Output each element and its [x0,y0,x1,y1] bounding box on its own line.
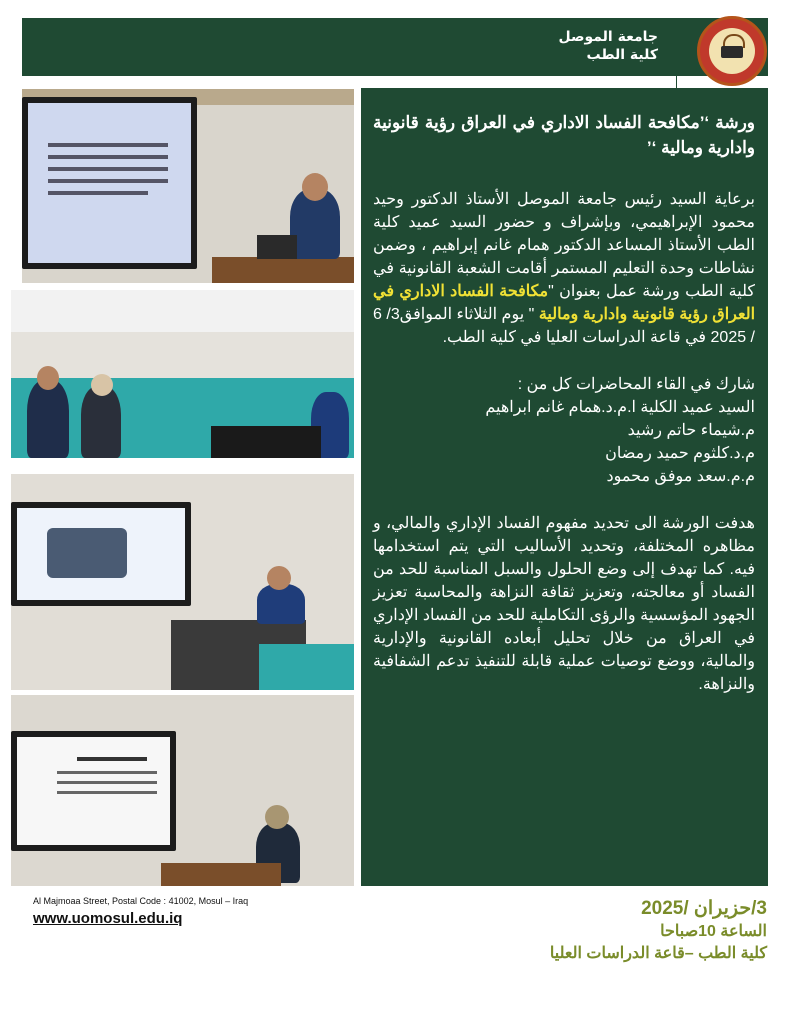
participant-item: م.د.كلثوم حميد رمضان [605,445,755,462]
photo-audience [11,290,354,458]
photo-presenter-screen [11,474,354,690]
workshop-title-highlight: مكافحة الفساد الاداري في العراق رؤية قانونية وادارية ومالية [373,283,756,323]
event-place: كلية الطب –قاعة الدراسات العليا [549,945,767,962]
header-bar [22,18,768,76]
article-body [373,110,755,696]
logo-emblem [709,28,755,74]
university-name: جامعة الموصل [558,29,658,45]
university-logo [697,16,767,86]
participants-heading: شارك في القاء المحاضرات كل من : [517,376,755,393]
article-panel [361,88,768,886]
intro-text-after: " يوم الثلاثاء الموافق3/ 6 / 2025 في قاعة الدراسات العليا في كلية الطب. [373,306,755,346]
header-title [558,28,658,64]
event-date: 3/حزيران /2025 [641,898,767,919]
event-time: الساعة 10صباحا [660,923,767,940]
logo-book-icon [721,46,743,58]
intro-text-before: برعاية السيد رئيس جامعة الموصل الأستاذ الدكتور وحيد محمود الإبراهيمي، وبإشراف و حضور السيد عميد كلية الطب الأستاذ المساعد الدكتور همام غانم إبراهيم ، وضمن نشاطات وحدة التعليم المستمر أقامت الشعبة القانونية في كلية الطب ورشة عمل بعنوان " [373,191,755,300]
college-name: كلية الطب [586,47,658,63]
event-details [550,897,767,965]
photo-dean-presenting [22,89,354,283]
photo-speaker-slide [11,695,354,886]
website-link[interactable]: www.uomosul.edu.iq [33,910,183,927]
participant-item: م.شيماء حاتم رشيد [627,422,755,439]
participant-item: م.م.سعد موفق محمود [606,468,755,485]
workshop-goals: هدفت الورشة الى تحديد مفهوم الفساد الإداري والمالي، و مظاهره المختلفة، وتحديد الأساليب التي يتم استخدامها فيه. كما تهدف إلى وضع الحلول والسبل المناسبة للحد من الفساد أو معالجته، وتعزيز ثقافة النزاهة والمحاسبة تعزيز الجهود المؤسسية والرؤى التكاملية للحد من الفساد الإداري في العراق من خلال تحليل أبعاده القانونية والإدارية والمالية، ووضع توصيات عملية قابلة للتنفيذ تدعم الشفافية والنزاهة. [373,515,755,693]
article-title: ورشة ‘’مكافحة الفساد الاداري في العراق رؤية قانونية وادارية ومالية ‘’ [373,113,755,157]
participant-item: السيد عميد الكلية ا.م.د.همام غانم ابراهيم [485,399,755,416]
postal-address: Al Majmoaa Street, Postal Code : 41002, Mosul – Iraq [33,896,249,906]
article-intro [373,188,755,349]
